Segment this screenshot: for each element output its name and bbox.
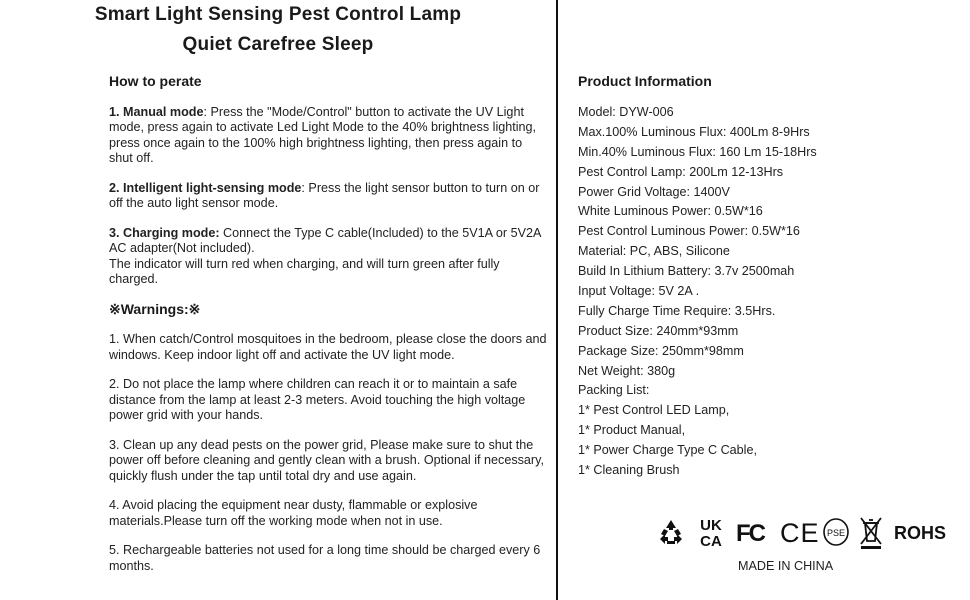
spec-line: Net Weight: 380g xyxy=(578,363,676,378)
title-line-2: Quiet Carefree Sleep xyxy=(182,34,374,55)
intelligent-mode-text: : Press the light sensor button to turn on or off the auto light sensor mode. xyxy=(109,180,540,210)
how-to-heading: How to perate xyxy=(109,73,202,89)
ukca-top-text: UK xyxy=(700,517,722,534)
charging-indicator-text: The indicator will turn red when charging, and will turn green after fully charged. xyxy=(109,256,500,286)
spec-line: White Luminous Power: 0.5W*16 xyxy=(578,204,763,219)
product-info-column xyxy=(578,73,958,481)
manual-mode-paragraph xyxy=(109,105,549,167)
ce-text: CE xyxy=(780,518,820,548)
spec-line: Product Size: 240mm*93mm xyxy=(578,323,739,338)
ukca-mark-icon xyxy=(694,515,728,549)
certification-marks xyxy=(656,512,950,552)
recycle-icon xyxy=(656,517,686,547)
warning-item: 1. When catch/Control mosquitoes in the bedroom, please close the doors and windows. Keep indoor light off and activate the UV light mode. xyxy=(109,332,547,362)
rohs-text: ROHS xyxy=(894,523,947,543)
spec-line: Pest Control Luminous Power: 0.5W*16 xyxy=(578,224,800,239)
spec-line: Material: PC, ABS, Silicone xyxy=(578,244,730,259)
spec-line: Power Grid Voltage: 1400V xyxy=(578,184,730,199)
title-line-1: Smart Light Sensing Pest Control Lamp xyxy=(94,4,462,25)
spec-line: Min.40% Luminous Flux: 160 Lm 15-18Hrs xyxy=(578,144,817,159)
intelligent-mode-paragraph xyxy=(109,181,549,212)
fcc-text: FC xyxy=(736,520,764,547)
rohs-mark-icon xyxy=(892,517,950,547)
charging-mode-paragraph xyxy=(109,226,549,288)
ukca-bottom-text: CA xyxy=(700,533,722,550)
packing-item: 1* Pest Control LED Lamp, xyxy=(578,403,730,418)
product-info-heading: Product Information xyxy=(578,73,712,89)
charging-mode-text: Connect the Type C cable(Included) to the 5V1A or 5V2A AC adapter(Not included). xyxy=(109,225,541,255)
weee-bin-icon xyxy=(858,515,884,549)
operation-column xyxy=(109,74,549,588)
warning-item: 2. Do not place the lamp where children can reach it or to maintain a safe distance from the lamp at least 2-3 meters. Avoid touching the high voltage power grid with your hands. xyxy=(109,377,526,422)
warning-item: 5. Rechargeable batteries not used for a long time should be charged every 6 months. xyxy=(109,543,541,573)
made-in-label: MADE IN CHINA xyxy=(738,559,834,573)
pse-text: PSE xyxy=(826,528,846,538)
intelligent-mode-label: 2. Intelligent light-sensing mode xyxy=(109,180,302,195)
charging-mode-label: 3. Charging mode: xyxy=(109,225,220,240)
packing-item: 1* Product Manual, xyxy=(578,423,686,438)
packing-list-label: Packing List: xyxy=(578,383,650,398)
spec-line: Build In Lithium Battery: 3.7v 2500mah xyxy=(578,264,795,279)
manual-mode-text: : Press the "Mode/Control" button to activate the UV Light mode, press again to activate Led Light Mode to the 40% brightness lighting, press once again to the 100% high brightness lighting, then press again to shut off. xyxy=(109,104,537,165)
pse-mark-icon xyxy=(822,517,850,547)
spec-line: Model: DYW-006 xyxy=(578,105,674,119)
spec-line: Max.100% Luminous Flux: 400Lm 8-9Hrs xyxy=(578,124,810,139)
ce-mark-icon xyxy=(780,517,820,548)
spec-line: Pest Control Lamp: 200Lm 12-13Hrs xyxy=(578,164,784,179)
manual-mode-label: 1. Manual mode xyxy=(109,104,204,119)
spec-line: Fully Charge Time Require: 3.5Hrs. xyxy=(578,303,776,318)
warning-item: 4. Avoid placing the equipment near dusty, flammable or explosive materials.Please turn off the working mode when not in use. xyxy=(109,498,478,528)
packing-item: 1* Power Charge Type C Cable, xyxy=(578,443,757,458)
column-divider xyxy=(556,0,558,600)
warnings-heading: ※Warnings:※ xyxy=(109,300,201,317)
spec-line: Input Voltage: 5V 2A . xyxy=(578,284,700,299)
spec-line: Package Size: 250mm*98mm xyxy=(578,343,744,358)
warning-item: 3. Clean up any dead pests on the power grid, Please make sure to shut the power off before cleaning and gently clean with a brush. Optional if necessary, quickly flush under the tap until total dry and use again. xyxy=(109,437,544,483)
packing-item: 1* Cleaning Brush xyxy=(578,463,680,478)
fcc-mark-icon xyxy=(736,517,772,547)
